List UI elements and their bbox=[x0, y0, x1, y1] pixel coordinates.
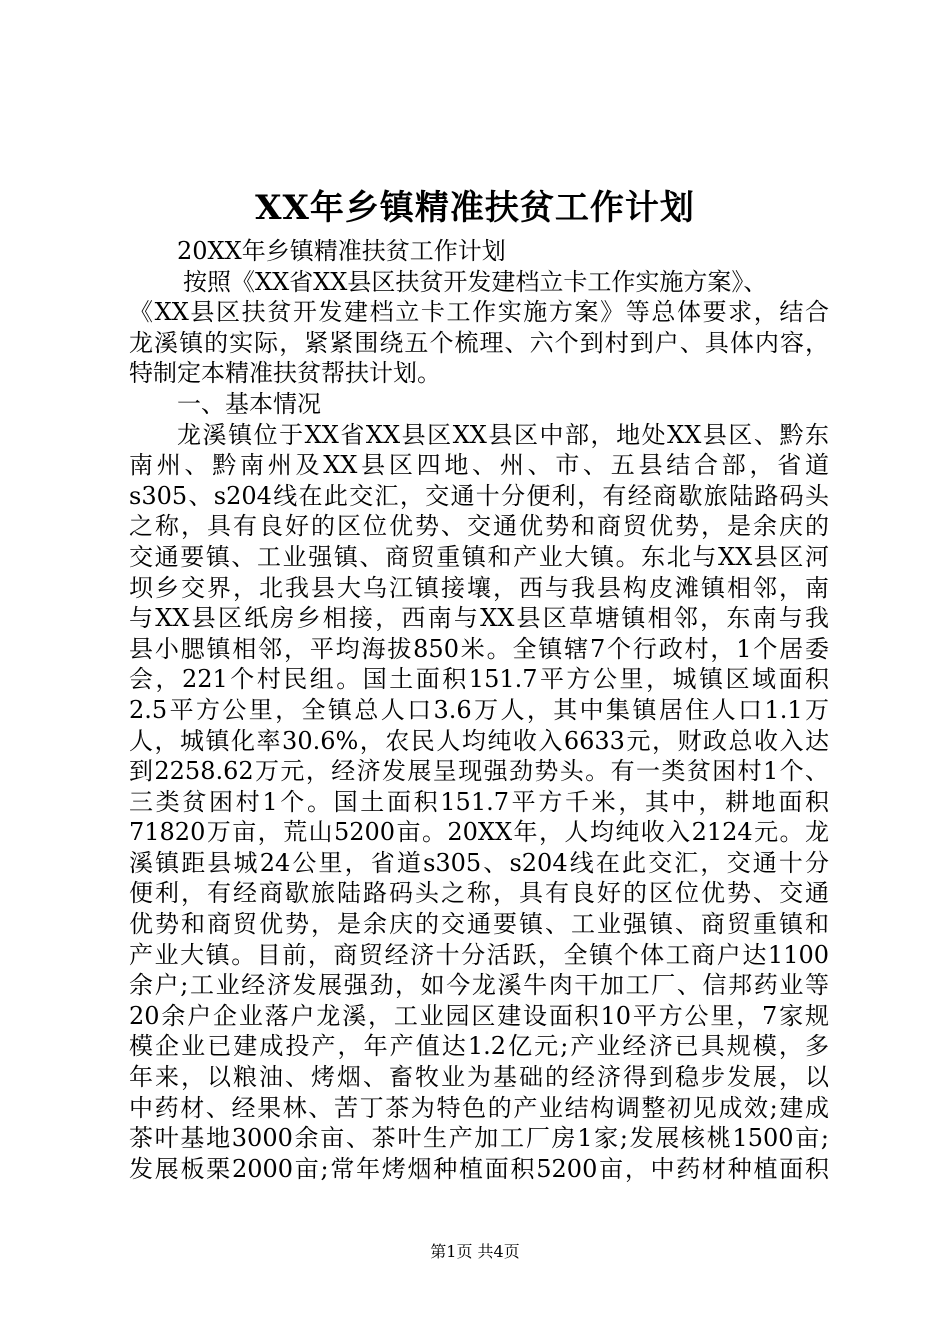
body-line: 发展板栗2000亩;常年烤烟种植面积5200亩，中药材种植面积 bbox=[129, 1154, 829, 1183]
body-line: 《XX县区扶贫开发建档立卡工作实施方案》等总体要求，结合 bbox=[129, 298, 829, 327]
body-line: 之称，具有良好的区位优势、交通优势和商贸优势，是余庆的 bbox=[129, 512, 829, 541]
page-footer: 第1页 共4页 bbox=[430, 1242, 520, 1261]
body-line: s305、s204线在此交汇，交通十分便利，有经商歇旅陆路码头 bbox=[129, 481, 829, 510]
body-line: 龙溪镇位于XX省XX县区XX县区中部，地处XX县区、黔东 bbox=[177, 420, 829, 449]
body-line: 溪镇距县城24公里，省道s305、s204线在此交汇，交通十分 bbox=[129, 848, 829, 877]
document-title: XX年乡镇精准扶贫工作计划 bbox=[255, 188, 695, 228]
body-line: 人，城镇化率30.6%，农民人均纯收入6633元，财政总收入达 bbox=[129, 726, 829, 755]
body-line: 茶叶基地3000余亩、茶叶生产加工厂房1家;发展核桃1500亩; bbox=[129, 1124, 829, 1153]
document-body bbox=[129, 236, 829, 1184]
body-line: 优势和商贸优势，是余庆的交通要镇、工业强镇、商贸重镇和 bbox=[129, 910, 829, 939]
body-line: 到2258.62万元，经济发展呈现强劲势头。有一类贫困村1个、 bbox=[129, 757, 829, 786]
body-line: 中药材、经果林、苦丁茶为特色的产业结构调整初见成效;建成 bbox=[129, 1093, 829, 1122]
body-line: 坝乡交界，北我县大乌江镇接壤，西与我县构皮滩镇相邻，南 bbox=[129, 573, 829, 602]
body-line: 20XX年乡镇精准扶贫工作计划 bbox=[177, 237, 506, 265]
body-line: 余户;工业经济发展强劲，如今龙溪牛肉干加工厂、信邦药业等 bbox=[129, 971, 829, 1000]
body-line: 2.5平方公里，全镇总人口3.6万人，其中集镇居住人口1.1万 bbox=[129, 695, 829, 724]
body-line: 年来，以粮油、烤烟、畜牧业为基础的经济得到稳步发展，以 bbox=[129, 1063, 829, 1092]
body-line: 产业大镇。目前，商贸经济十分活跃，全镇个体工商户达1100 bbox=[129, 940, 829, 969]
body-line: 模企业已建成投产，年产值达1.2亿元;产业经济已具规模，多 bbox=[129, 1032, 829, 1061]
body-line: 县小腮镇相邻，平均海拔850米。全镇辖7个行政村，1个居委 bbox=[129, 634, 829, 663]
body-line: 龙溪镇的实际，紧紧围绕五个梳理、六个到村到户、具体内容， bbox=[129, 328, 829, 357]
body-line: 特制定本精准扶贫帮扶计划。 bbox=[129, 359, 441, 388]
body-line: 71820万亩，荒山5200亩。20XX年，人均纯收入2124元。龙 bbox=[129, 818, 829, 847]
body-line: 南州、黔南州及XX县区四地、州、市、五县结合部，省道 bbox=[129, 451, 829, 480]
body-line: 便利，有经商歇旅陆路码头之称，具有良好的区位优势、交通 bbox=[129, 879, 829, 908]
body-line: 20余户企业落户龙溪，工业园区建设面积10平方公里，7家规 bbox=[129, 1001, 829, 1030]
body-line: 按照《XX省XX县区扶贫开发建档立卡工作实施方案》、 bbox=[183, 267, 768, 296]
section-heading: 一、基本情况 bbox=[177, 389, 321, 418]
body-line: 三类贫困村1个。国土面积151.7平方千米，其中，耕地面积 bbox=[129, 787, 829, 816]
body-line: 会，221个村民组。国土面积151.7平方公里，城镇区域面积 bbox=[129, 665, 829, 694]
body-line: 与XX县区纸房乡相接，西南与XX县区草塘镇相邻，东南与我 bbox=[129, 604, 829, 633]
body-line: 交通要镇、工业强镇、商贸重镇和产业大镇。东北与XX县区河 bbox=[129, 542, 829, 571]
